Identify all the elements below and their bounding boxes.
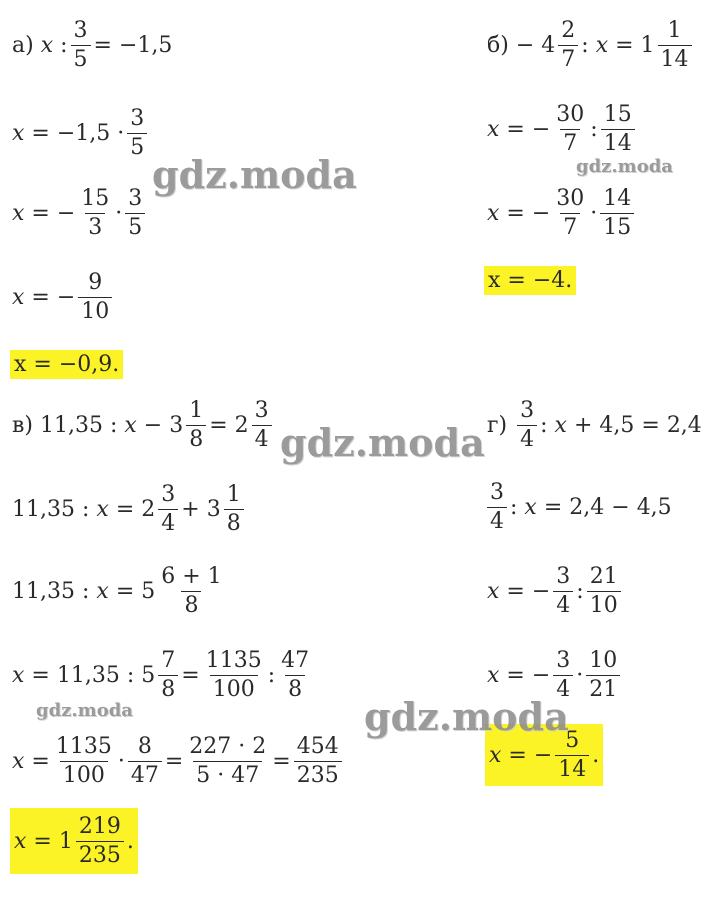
denominator: 4 xyxy=(553,591,573,617)
task-b-line-3 xyxy=(487,172,637,254)
equals: = xyxy=(506,662,525,688)
denominator: 47 xyxy=(128,761,162,787)
equals: = xyxy=(506,200,525,226)
denominator: 3 xyxy=(85,213,105,239)
fraction xyxy=(553,563,573,618)
numerator: 227 · 2 xyxy=(189,733,267,759)
task-v-line-3 xyxy=(12,550,228,632)
value: 1 xyxy=(640,32,655,58)
numerator: 3 xyxy=(254,397,269,423)
task-v-label: в) xyxy=(12,412,33,438)
denominator: 21 xyxy=(586,675,620,701)
equals: = xyxy=(33,828,52,854)
value: 11,35 xyxy=(39,412,103,438)
variable: x xyxy=(14,828,27,854)
denominator: 235 xyxy=(294,761,342,787)
denominator: 4 xyxy=(158,509,178,535)
variable: x xyxy=(12,748,25,774)
denominator: 8 xyxy=(285,675,305,701)
denominator: 10 xyxy=(78,297,112,323)
fraction xyxy=(158,563,224,618)
watermark: gdz.moda xyxy=(280,420,485,465)
task-b-line-1 xyxy=(487,4,695,86)
minus-sign: − xyxy=(531,200,551,226)
fraction xyxy=(558,17,578,72)
task-a-line-4 xyxy=(12,256,115,338)
denominator: 14 xyxy=(658,45,692,71)
minus-sign: − xyxy=(531,116,551,142)
variable: x xyxy=(487,662,500,688)
denominator: 8 xyxy=(158,675,178,701)
denominator: 7 xyxy=(560,129,580,155)
fraction xyxy=(186,397,206,452)
watermark: gdz.moda xyxy=(576,156,673,177)
task-a-answer xyxy=(10,346,123,382)
value: 2 xyxy=(141,496,156,522)
value: 5 xyxy=(141,578,156,604)
value: − 4 xyxy=(515,32,556,58)
operator: : xyxy=(267,662,276,688)
denominator: 15 xyxy=(600,213,634,239)
numerator: 3 xyxy=(556,647,571,673)
fraction xyxy=(553,185,587,240)
task-g-label: г) xyxy=(487,412,508,438)
denominator: 8 xyxy=(181,591,201,617)
fraction xyxy=(186,733,269,788)
variable: x xyxy=(12,120,25,146)
task-a-line-3 xyxy=(12,172,148,254)
fraction xyxy=(658,17,692,72)
variable: x xyxy=(554,412,567,438)
minus-sign: − xyxy=(533,742,553,768)
equals: = xyxy=(209,412,228,438)
numerator: 8 xyxy=(137,733,152,759)
value: 2,4 − 4,5 xyxy=(569,494,672,520)
operator: : xyxy=(81,578,90,604)
operator: · xyxy=(117,120,125,146)
fraction xyxy=(553,101,587,156)
variable: x xyxy=(487,578,500,604)
numerator: 14 xyxy=(603,185,632,211)
value: 11,35 xyxy=(56,662,120,688)
fraction xyxy=(586,647,620,702)
denominator: 7 xyxy=(558,45,578,71)
numerator: 7 xyxy=(161,647,176,673)
denominator: 8 xyxy=(186,425,206,451)
value: + 4,5 xyxy=(573,412,635,438)
fraction xyxy=(587,563,621,618)
value: −1,5 xyxy=(118,32,173,58)
variable: x xyxy=(40,32,54,58)
period: . xyxy=(592,742,600,768)
value: 3 xyxy=(206,496,221,522)
numerator: 3 xyxy=(520,397,535,423)
task-a-label: а) xyxy=(12,32,34,58)
denominator: 4 xyxy=(517,425,537,451)
equals: = xyxy=(181,662,200,688)
equals: = xyxy=(272,748,291,774)
numerator: 2 xyxy=(561,17,576,43)
answer-highlight: x = −4. xyxy=(484,266,576,295)
equals: = xyxy=(31,748,50,774)
fraction xyxy=(252,397,272,452)
fraction xyxy=(294,733,342,788)
task-a-line-2 xyxy=(12,92,150,174)
denominator: 10 xyxy=(587,591,621,617)
denominator: 5 xyxy=(125,213,145,239)
value: 1 xyxy=(58,828,73,854)
operator: : xyxy=(60,32,68,58)
denominator: 5 xyxy=(127,133,147,159)
denominator: 7 xyxy=(560,213,580,239)
variable: x xyxy=(487,200,500,226)
denominator: 5 · 47 xyxy=(193,761,262,787)
numerator: 9 xyxy=(88,269,103,295)
fraction xyxy=(127,105,147,160)
denominator: 14 xyxy=(601,129,635,155)
fraction xyxy=(76,813,124,868)
task-g-line-3 xyxy=(487,550,624,632)
numerator: 3 xyxy=(490,479,504,505)
minus-sign: − xyxy=(531,578,551,604)
fraction xyxy=(278,647,312,702)
equals: = xyxy=(31,662,50,688)
operator: : xyxy=(81,496,90,522)
denominator: 4 xyxy=(553,675,573,701)
answer-highlight: x = −0,9. xyxy=(10,350,123,379)
operator: : xyxy=(576,578,584,604)
fraction xyxy=(71,17,91,72)
denominator: 5 xyxy=(71,45,91,71)
numerator: 6 + 1 xyxy=(161,563,222,589)
value: − 3 xyxy=(143,412,184,438)
variable: x xyxy=(12,662,25,688)
fraction xyxy=(128,733,162,788)
variable: x xyxy=(524,494,537,520)
period: . xyxy=(126,828,134,854)
task-v-line-5 xyxy=(12,720,345,802)
minus-sign: − xyxy=(56,284,76,310)
numerator: 3 xyxy=(130,105,145,131)
fraction xyxy=(78,269,112,324)
equals: = xyxy=(164,748,184,774)
task-v-answer xyxy=(10,808,138,874)
fraction xyxy=(158,647,178,702)
value: −1,5 xyxy=(56,120,111,146)
fraction xyxy=(553,647,573,702)
task-v-line-2 xyxy=(12,468,247,550)
equals: = xyxy=(31,200,50,226)
numerator: 47 xyxy=(281,647,310,673)
variable: x xyxy=(96,496,109,522)
value: 5 xyxy=(141,662,156,688)
numerator: 3 xyxy=(556,563,571,589)
numerator: 30 xyxy=(556,101,585,127)
value: 11,35 xyxy=(12,496,75,522)
numerator: 1135 xyxy=(55,733,112,759)
variable: x xyxy=(12,284,25,310)
fraction xyxy=(203,647,265,702)
equals: = xyxy=(543,494,563,520)
operator: · xyxy=(590,200,598,226)
fraction xyxy=(53,733,115,788)
denominator: 100 xyxy=(210,675,258,701)
task-b-answer xyxy=(484,262,576,298)
equals: = xyxy=(508,742,527,768)
fraction xyxy=(600,185,634,240)
numerator: 1 xyxy=(226,481,241,507)
variable: x xyxy=(124,412,137,438)
numerator: 10 xyxy=(589,647,618,673)
variable: x xyxy=(487,116,500,142)
denominator: 100 xyxy=(60,761,108,787)
fraction xyxy=(601,101,635,156)
numerator: 15 xyxy=(81,185,110,211)
answer-highlight xyxy=(10,808,138,874)
numerator: 1 xyxy=(189,397,204,423)
task-g-line-2 xyxy=(484,466,672,548)
operator: : xyxy=(540,412,548,438)
watermark: gdz.moda xyxy=(152,152,357,197)
task-b-label: б) xyxy=(487,32,509,58)
operator: · xyxy=(115,200,123,226)
equals: = xyxy=(31,120,50,146)
operator: : xyxy=(590,116,598,142)
equals: = xyxy=(506,578,525,604)
operator: · xyxy=(576,662,584,688)
fraction xyxy=(224,481,244,536)
denominator: 4 xyxy=(252,425,272,451)
variable: x xyxy=(489,742,502,768)
operator: : xyxy=(581,32,589,58)
variable: x xyxy=(595,32,609,58)
variable: x xyxy=(96,578,109,604)
numerator: 1 xyxy=(667,17,682,43)
value: 2 xyxy=(234,412,249,438)
watermark: gdz.moda xyxy=(364,694,569,739)
numerator: 3 xyxy=(128,185,143,211)
numerator: 3 xyxy=(73,17,88,43)
operator: · xyxy=(117,748,125,774)
minus-sign: − xyxy=(56,200,76,226)
value: 11,35 xyxy=(12,578,75,604)
fraction xyxy=(125,185,145,240)
numerator: 5 xyxy=(565,727,580,753)
denominator: 4 xyxy=(487,507,507,533)
numerator: 454 xyxy=(296,733,339,759)
operator: : xyxy=(126,662,135,688)
numerator: 219 xyxy=(78,813,121,839)
variable: x xyxy=(12,200,25,226)
operator: + xyxy=(181,496,200,522)
equals: = xyxy=(93,32,112,58)
value: 2,4 xyxy=(666,412,702,438)
numerator: 30 xyxy=(556,185,585,211)
denominator: 8 xyxy=(224,509,244,535)
operator: : xyxy=(109,412,118,438)
fraction xyxy=(487,479,507,534)
equals: = xyxy=(31,284,50,310)
equals: = xyxy=(615,32,634,58)
equals: = xyxy=(641,412,660,438)
numerator: 3 xyxy=(161,481,176,507)
task-v-line-1 xyxy=(12,384,275,466)
operator: : xyxy=(510,494,518,520)
numerator: 1135 xyxy=(205,647,262,673)
fraction xyxy=(78,185,112,240)
equals: = xyxy=(506,116,525,142)
equals: = xyxy=(115,578,135,604)
numerator: 15 xyxy=(603,101,632,127)
denominator: 14 xyxy=(555,755,589,781)
task-g-line-1 xyxy=(487,384,702,466)
minus-sign: − xyxy=(531,662,551,688)
watermark: gdz.moda xyxy=(36,700,133,721)
fraction xyxy=(158,481,178,536)
numerator: 21 xyxy=(589,563,618,589)
fraction xyxy=(517,397,537,452)
denominator: 235 xyxy=(76,841,124,867)
equals: = xyxy=(115,496,135,522)
task-a-line-1 xyxy=(12,4,172,86)
